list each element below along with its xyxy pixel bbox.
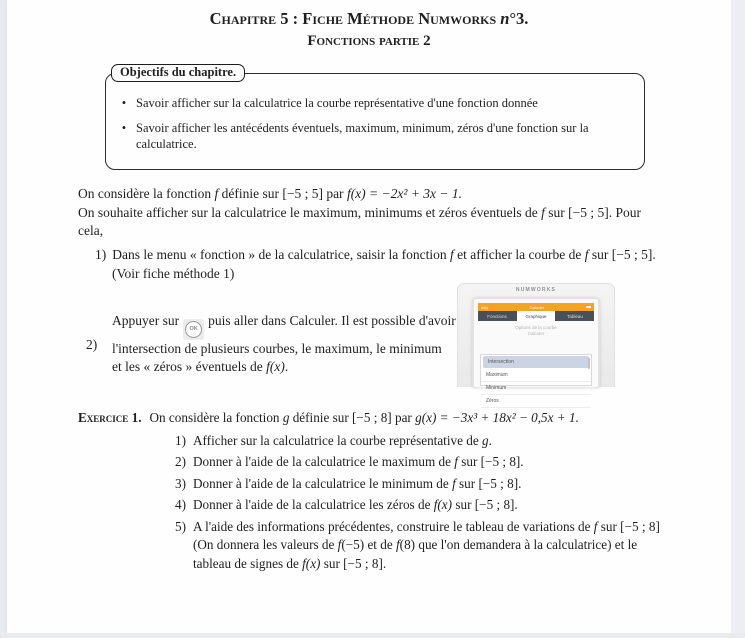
formula-g: g(x) = −3x³ + 18x² − 0,5x + 1. bbox=[415, 410, 579, 425]
scrollbar bbox=[588, 358, 590, 369]
exercise-item bbox=[175, 432, 660, 451]
text-run: et les « zéros » éventuels de bbox=[112, 358, 267, 374]
item-number: 2) bbox=[86, 337, 98, 352]
exercise-item bbox=[175, 475, 660, 494]
numworks-logo: NUMWORKS bbox=[515, 287, 557, 293]
hint-line: Options de la courbe bbox=[515, 325, 557, 330]
text-line bbox=[193, 555, 660, 574]
text-run: On considère la fonction bbox=[149, 410, 283, 425]
ok-key-label: OK bbox=[185, 321, 202, 338]
text-line: l'intersection de plusieurs courbes, le maximum, le minimum bbox=[112, 340, 442, 356]
menu-item-zeros: Zéros bbox=[481, 395, 591, 408]
text-line bbox=[112, 358, 456, 376]
document-page bbox=[7, 0, 731, 633]
text-run: sur [−5 ; 5]. bbox=[588, 247, 656, 262]
text-run: Donner à l'aide de la calculatrice le minimum de bbox=[193, 475, 453, 491]
text-run: et afficher la courbe de bbox=[453, 247, 585, 262]
calculator-screenshot bbox=[457, 283, 615, 404]
math-f: f bbox=[214, 186, 219, 201]
calculator-tabs bbox=[478, 311, 594, 321]
text-run: Dans le menu « fonction » de la calculatrice, saisir la fonction bbox=[112, 247, 451, 262]
objectives-box bbox=[105, 65, 645, 170]
title-suffix: °3. bbox=[509, 9, 529, 28]
bullet-icon: • bbox=[121, 96, 127, 110]
math-f: f bbox=[450, 247, 454, 262]
math-f: f bbox=[396, 537, 400, 552]
text-run: sur [−5 ; 5]. Pour bbox=[544, 204, 641, 220]
exercise-item bbox=[175, 518, 660, 574]
objective-text: Savoir afficher sur la calculatrice la courbe représentative d'une fonction donnée bbox=[136, 96, 538, 110]
text-run: sur [−5 ; 8] bbox=[597, 518, 660, 534]
math-g: g bbox=[282, 410, 290, 425]
text-line bbox=[193, 496, 518, 515]
exercise-item bbox=[175, 496, 660, 515]
objective-item bbox=[120, 95, 632, 112]
text-line bbox=[193, 536, 660, 555]
exercise-item bbox=[175, 453, 660, 472]
exercise-item-5-text bbox=[193, 518, 660, 574]
calculator-display bbox=[478, 303, 594, 404]
item-number: 3) bbox=[175, 475, 186, 491]
tab-graphique: Graphique bbox=[517, 311, 555, 321]
math-fx: f(x) bbox=[433, 497, 453, 512]
exercise-1 bbox=[78, 409, 660, 576]
calculator-statusbar bbox=[478, 303, 594, 311]
exercise-items bbox=[175, 432, 660, 574]
math-f: f bbox=[337, 537, 342, 552]
menu-item-minimum: Minimum bbox=[481, 382, 591, 395]
math-g: g bbox=[482, 432, 489, 448]
text-run: définie sur [−5 ; 8] par bbox=[289, 410, 416, 425]
text-line bbox=[78, 185, 641, 204]
item-number: 1) bbox=[175, 432, 186, 448]
menu-item-maximum: Maximum bbox=[481, 369, 591, 382]
text-run: puis aller dans Calculer. Il est possible d'avoir bbox=[208, 313, 456, 328]
calculator-screen bbox=[472, 297, 600, 404]
hint-line: Calculer bbox=[527, 331, 545, 336]
text-line: cela, bbox=[78, 223, 104, 238]
page-title bbox=[7, 9, 731, 29]
math-fx: f(x) bbox=[266, 358, 285, 374]
text-run: A l'aide des informations précédentes, construire le tableau de variations de bbox=[193, 518, 594, 534]
calculator-menu bbox=[480, 354, 592, 404]
tab-fonctions: Fonctions bbox=[478, 311, 516, 321]
title-text: Chapitre 5 : Fiche Méthode Numworks bbox=[209, 9, 501, 28]
exercise-label: Exercice 1. bbox=[78, 410, 142, 425]
math-f: f bbox=[541, 204, 545, 220]
viewer-right-margin bbox=[731, 0, 745, 638]
text-line bbox=[193, 518, 660, 537]
tab-tableau: Tableau bbox=[556, 311, 594, 321]
text-line bbox=[95, 246, 656, 265]
text-line bbox=[112, 312, 456, 340]
ok-key-icon bbox=[183, 319, 204, 340]
math-fx: f(x) bbox=[302, 555, 321, 571]
menu-item-intersection: Intersection bbox=[483, 356, 589, 368]
text-line bbox=[193, 475, 521, 494]
text-run: tableau de signes de bbox=[193, 555, 303, 571]
math-f: f bbox=[593, 518, 598, 534]
text-line bbox=[193, 453, 524, 472]
text-run: sur [−5 ; 8]. bbox=[452, 497, 518, 512]
statusbar-left: deg bbox=[481, 304, 488, 310]
text-run: On souhaite afficher sur la calculatrice le maximum, minimums et zéros éventuels de bbox=[78, 204, 542, 220]
step-2-text bbox=[112, 312, 456, 376]
text-run: sur [−5 ; 8]. bbox=[455, 475, 522, 491]
item-number: 1) bbox=[95, 247, 107, 262]
text-run: On considère la fonction bbox=[78, 186, 215, 201]
text-run: . bbox=[284, 358, 289, 374]
text-line: (Voir fiche méthode 1) bbox=[112, 265, 235, 281]
bullet-icon: • bbox=[121, 120, 127, 135]
text-run: sur [−5 ; 8]. bbox=[320, 555, 387, 571]
item-number: 2) bbox=[175, 454, 186, 469]
text-run: Afficher sur la calculatrice la courbe représentative de bbox=[193, 432, 482, 448]
math-f: f bbox=[584, 247, 589, 262]
math-f: f bbox=[452, 475, 456, 491]
text-run: (−5) et de bbox=[341, 537, 396, 552]
step-2 bbox=[86, 312, 456, 376]
page-subtitle: Fonctions partie 2 bbox=[307, 33, 431, 49]
math-f: f bbox=[454, 454, 458, 469]
text-line bbox=[193, 432, 492, 451]
item-number: 4) bbox=[175, 497, 186, 512]
formula-f: f(x) = −2x² + 3x − 1. bbox=[346, 186, 463, 201]
step-1 bbox=[95, 246, 656, 283]
calculator-hint-text bbox=[478, 325, 594, 337]
text-run: sur [−5 ; 8]. bbox=[457, 454, 524, 469]
title-math-n: n bbox=[500, 9, 510, 28]
text-line bbox=[78, 204, 641, 223]
exercise-heading bbox=[78, 409, 660, 428]
objectives-list bbox=[106, 74, 644, 153]
text-run: Donner à l'aide de la calculatrice le maximum de bbox=[193, 454, 455, 469]
intro-paragraph bbox=[78, 185, 641, 241]
text-run: Appuyer sur bbox=[112, 313, 180, 328]
objective-item bbox=[120, 120, 632, 153]
statusbar-title: Calculer bbox=[529, 304, 545, 310]
viewer-bottom-margin bbox=[0, 633, 745, 638]
objective-text: Savoir afficher les antécédents éventuels, maximum, minimum, zéros d'une fonction sur la calculatrice. bbox=[136, 120, 589, 151]
text-run: (On donnera les valeurs de bbox=[193, 537, 338, 552]
objectives-box-label: Objectifs du chapitre. bbox=[111, 64, 245, 82]
text-run: (8) que l'on demandera à la calculatrice) et le bbox=[399, 537, 638, 552]
battery-icon bbox=[586, 306, 591, 309]
item-number: 5) bbox=[175, 518, 186, 534]
text-run: . bbox=[488, 432, 492, 448]
text-run: Donner à l'aide de la calculatrice les zéros de bbox=[193, 497, 434, 512]
text-run: définie sur [−5 ; 5] par bbox=[218, 186, 347, 201]
